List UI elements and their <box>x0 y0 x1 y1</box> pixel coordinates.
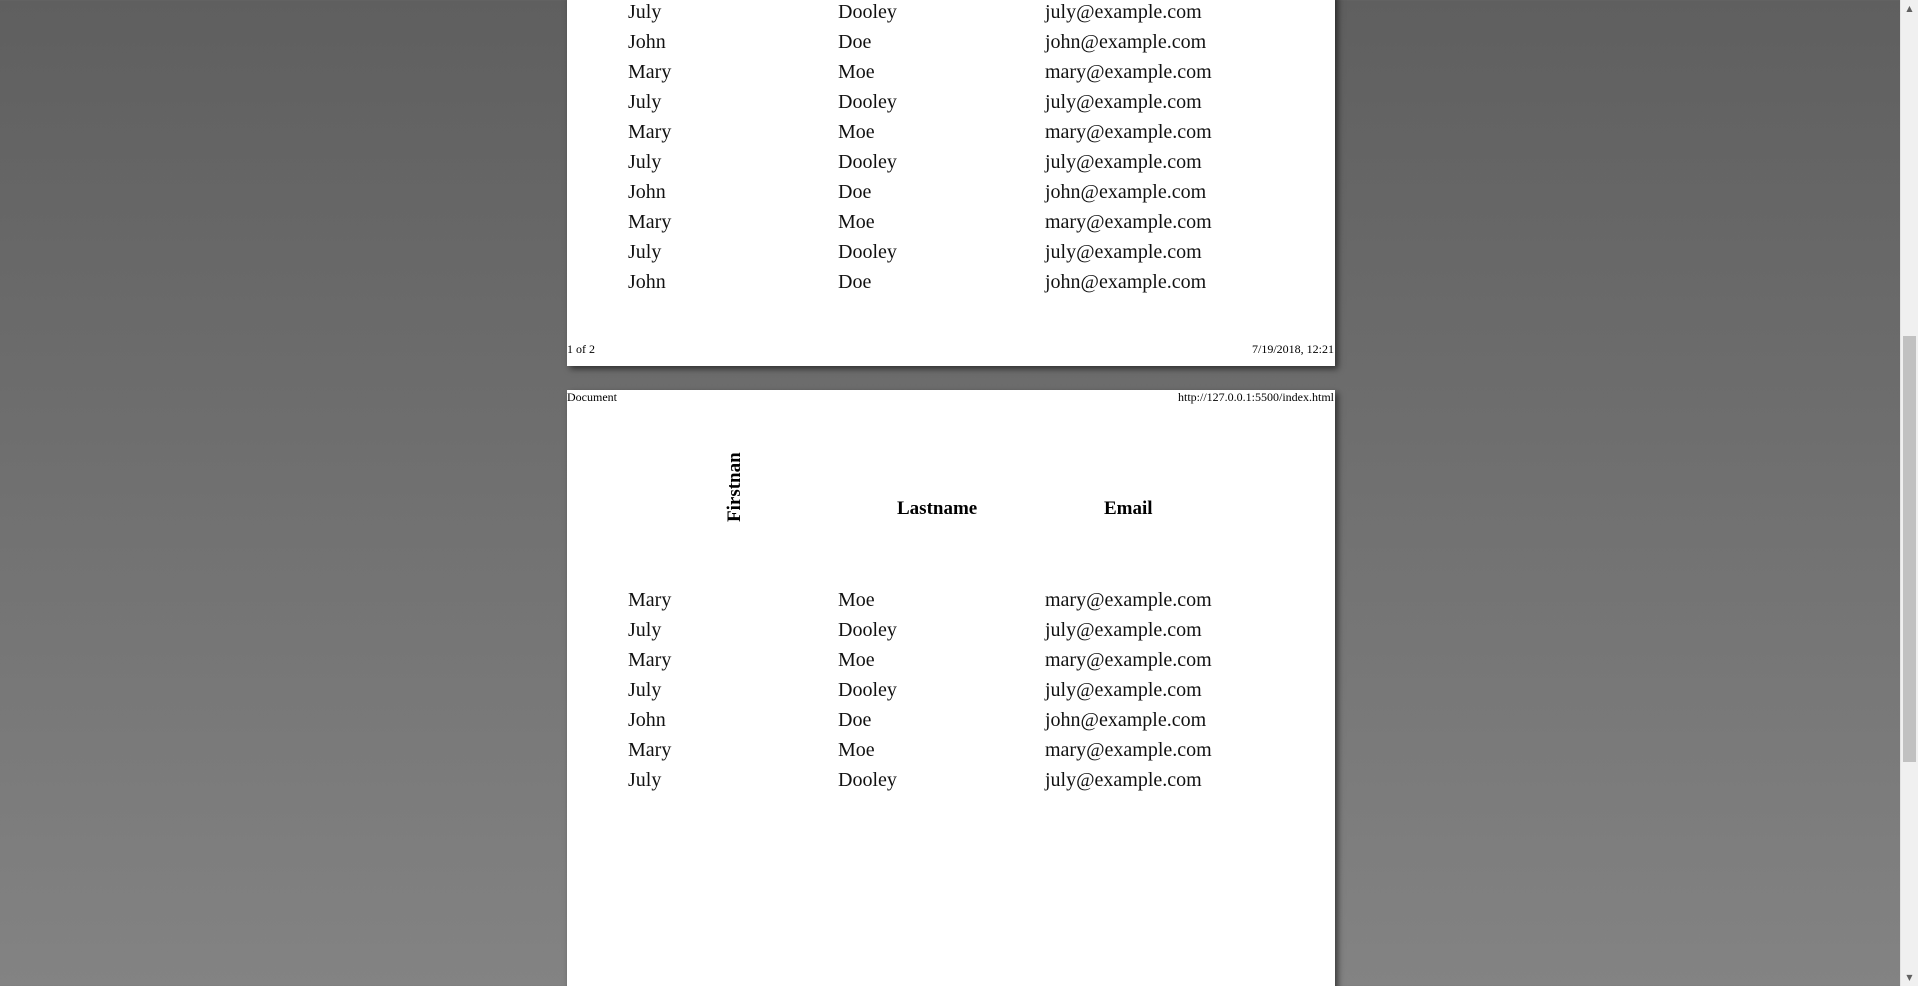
table-row <box>567 0 1335 27</box>
lastname-cell: Doe <box>838 271 872 293</box>
lastname-cell: Moe <box>838 739 875 761</box>
lastname-cell: Doe <box>838 709 872 731</box>
table-row <box>567 267 1335 297</box>
email-cell: john@example.com <box>1045 271 1207 293</box>
arrow-up-icon[interactable]: ▲ <box>1906 4 1913 13</box>
print-date-footer: 7/19/2018, 12:21 <box>1251 342 1334 356</box>
vertical-scrollbar[interactable] <box>1900 0 1918 986</box>
firstname-cell: Mary <box>628 739 672 761</box>
lastname-cell: Moe <box>838 61 875 83</box>
table-row <box>567 27 1335 57</box>
firstname-cell: Mary <box>628 589 672 611</box>
email-cell: john@example.com <box>1045 181 1207 203</box>
page-number-footer: 1 of 2 <box>567 342 595 356</box>
email-cell: mary@example.com <box>1045 739 1212 761</box>
table-row <box>567 147 1335 177</box>
email-cell: john@example.com <box>1045 31 1207 53</box>
email-cell: mary@example.com <box>1045 589 1212 611</box>
lastname-cell: Dooley <box>838 1 897 23</box>
firstname-cell: John <box>628 181 666 203</box>
email-cell: july@example.com <box>1045 769 1202 791</box>
firstname-cell: July <box>628 241 662 263</box>
column-header-lastname: Lastname <box>897 498 978 519</box>
email-cell: john@example.com <box>1045 709 1207 731</box>
table-row <box>567 207 1335 237</box>
firstname-cell: John <box>628 709 666 731</box>
table-row <box>567 117 1335 147</box>
print-preview-page-2 <box>567 390 1335 986</box>
lastname-cell: Dooley <box>838 91 897 113</box>
email-cell: july@example.com <box>1045 151 1202 173</box>
lastname-cell: Doe <box>838 31 872 53</box>
email-cell: july@example.com <box>1045 679 1202 701</box>
firstname-cell: July <box>628 679 662 701</box>
table-row <box>567 675 1335 705</box>
firstname-cell: John <box>628 31 666 53</box>
firstname-cell: July <box>628 769 662 791</box>
firstname-cell: Mary <box>628 649 672 671</box>
email-cell: mary@example.com <box>1045 61 1212 83</box>
table-row <box>567 705 1335 735</box>
firstname-cell: John <box>628 271 666 293</box>
document-url-header: http://127.0.0.1:5500/index.html <box>1178 390 1334 404</box>
email-cell: july@example.com <box>1045 619 1202 641</box>
table-row <box>567 615 1335 645</box>
email-cell: mary@example.com <box>1045 121 1212 143</box>
email-cell: july@example.com <box>1045 241 1202 263</box>
lastname-cell: Dooley <box>838 679 897 701</box>
lastname-cell: Dooley <box>838 151 897 173</box>
table-row <box>567 735 1335 765</box>
email-cell: july@example.com <box>1045 91 1202 113</box>
lastname-cell: Moe <box>838 211 875 233</box>
lastname-cell: Dooley <box>838 769 897 791</box>
table-row <box>567 87 1335 117</box>
column-header-email: Email <box>1104 498 1153 519</box>
lastname-cell: Doe <box>838 181 872 203</box>
arrow-down-icon[interactable]: ▼ <box>1906 973 1913 982</box>
lastname-cell: Moe <box>838 589 875 611</box>
email-cell: mary@example.com <box>1045 649 1212 671</box>
firstname-cell: July <box>628 91 662 113</box>
table-row <box>567 57 1335 87</box>
firstname-cell: Mary <box>628 211 672 233</box>
lastname-cell: Moe <box>838 649 875 671</box>
lastname-cell: Dooley <box>838 241 897 263</box>
table-row <box>567 645 1335 675</box>
firstname-cell: Mary <box>628 61 672 83</box>
column-header-firstname: Firstnan <box>724 452 745 522</box>
scrollbar-thumb[interactable] <box>1903 336 1916 762</box>
document-title-header: Document <box>567 390 617 404</box>
table-row <box>567 237 1335 267</box>
table-row <box>567 765 1335 795</box>
header-firstname-clip <box>723 432 747 522</box>
lastname-cell: Moe <box>838 121 875 143</box>
firstname-cell: July <box>628 151 662 173</box>
table-row <box>567 177 1335 207</box>
print-preview-page-1 <box>567 0 1335 366</box>
table-row <box>567 585 1335 615</box>
email-cell: mary@example.com <box>1045 211 1212 233</box>
firstname-cell: Mary <box>628 121 672 143</box>
email-cell: july@example.com <box>1045 1 1202 23</box>
firstname-cell: July <box>628 1 662 23</box>
lastname-cell: Dooley <box>838 619 897 641</box>
firstname-cell: July <box>628 619 662 641</box>
